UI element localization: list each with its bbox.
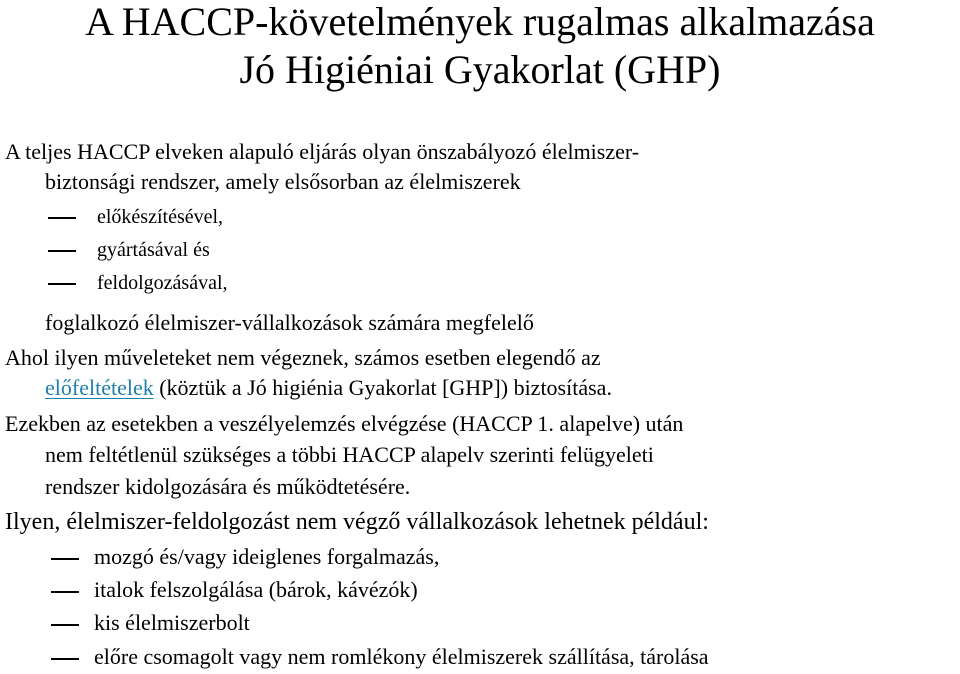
- p4-item: italok felszolgálása (bárok, kávézók): [94, 577, 418, 602]
- dash-bullet: [48, 217, 76, 219]
- slide-subtitle: Jó Higiéniai Gyakorlat (GHP): [239, 47, 721, 92]
- p1-line2: biztonsági rendszer, amely elsősorban az élelmiszerek: [45, 169, 521, 194]
- dash-bullet: [51, 591, 79, 593]
- p4-line1: Ilyen, élelmiszer-feldolgozást nem végző vállalkozások lehetnek például:: [5, 509, 709, 535]
- p1-item: gyártásával és: [97, 239, 210, 261]
- prerequisites-link[interactable]: előfeltételek: [45, 375, 154, 400]
- p2-line2-rest: (köztük a Jó higiénia Gyakorlat [GHP]) biztosítása.: [153, 375, 612, 400]
- dash-bullet: [51, 558, 79, 560]
- p1-item: előkészítésével,: [97, 206, 224, 228]
- slide-title: A HACCP-követelmények rugalmas alkalmazása: [85, 0, 875, 44]
- p3-line1: Ezekben az esetekben a veszélyelemzés elvégzése (HACCP 1. alapelve) után: [5, 411, 684, 436]
- dash-bullet: [51, 624, 79, 626]
- p1-item: feldolgozásával,: [97, 272, 228, 294]
- p3-line2: nem feltétlenül szükséges a többi HACCP alapelv szerinti felügyeleti: [45, 442, 654, 467]
- p4-item: előre csomagolt vagy nem romlékony élelmiszerek szállítása, tárolása: [94, 644, 709, 669]
- p4-item: kis élelmiszerbolt: [94, 610, 250, 635]
- p1-line1: A teljes HACCP elveken alapuló eljárás olyan önszabályozó élelmiszer-: [5, 139, 640, 164]
- p2-line2: [45, 375, 612, 401]
- dash-bullet: [48, 283, 76, 285]
- dash-bullet: [48, 250, 76, 252]
- p4-item: mozgó és/vagy ideiglenes forgalmazás,: [94, 544, 440, 569]
- dash-bullet: [51, 658, 79, 660]
- p3-line3: rendszer kidolgozására és működtetésére.: [45, 474, 411, 499]
- p2-line1: Ahol ilyen műveleteket nem végeznek, számos esetben elegendő az: [5, 345, 601, 370]
- p1-closing: foglalkozó élelmiszer-vállalkozások számára megfelelő: [45, 310, 534, 335]
